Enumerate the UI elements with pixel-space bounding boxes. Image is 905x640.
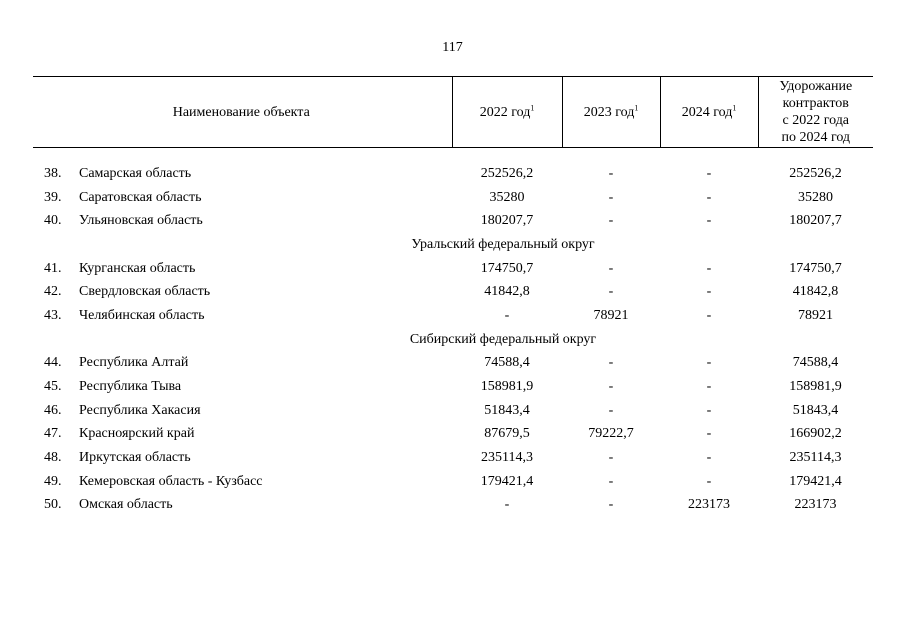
object-name: Свердловская область bbox=[79, 284, 211, 300]
value-2022: 180207,7 bbox=[480, 213, 534, 229]
value-2023: 79222,7 bbox=[588, 426, 634, 442]
value-2022: 35280 bbox=[489, 189, 525, 205]
value-2022: 235114,3 bbox=[481, 450, 533, 466]
row-number: 40. bbox=[44, 213, 62, 229]
row-number: 42. bbox=[44, 284, 62, 300]
district-heading-row bbox=[33, 328, 873, 352]
row-number: 46. bbox=[44, 402, 62, 418]
table-row bbox=[33, 399, 873, 423]
header-2024: 2024 год$^1$ bbox=[660, 77, 758, 148]
value-2022: 158981,9 bbox=[480, 379, 534, 395]
value-total: 41842,8 bbox=[792, 284, 839, 300]
value-2023: - bbox=[608, 260, 614, 276]
row-number: 43. bbox=[44, 307, 62, 323]
value-total: 166902,2 bbox=[789, 426, 842, 442]
value-2023: - bbox=[608, 189, 614, 205]
value-2024: - bbox=[706, 379, 712, 395]
table-row bbox=[33, 257, 873, 281]
table-row bbox=[33, 352, 873, 376]
district-heading: Уральский федеральный округ bbox=[411, 236, 595, 252]
object-name: Иркутская область bbox=[79, 450, 191, 466]
table-row bbox=[33, 494, 873, 518]
table-row bbox=[33, 162, 873, 186]
object-name: Республика Хакасия bbox=[79, 402, 201, 418]
object-name: Омская область bbox=[79, 497, 173, 513]
header-total-line: Удорожание bbox=[779, 79, 853, 94]
header-2023: 2023 год$^1$ bbox=[562, 77, 660, 148]
value-2024: - bbox=[706, 426, 712, 442]
value-total: 235114,3 bbox=[789, 450, 842, 466]
header-total-line: с 2022 года bbox=[782, 113, 850, 128]
value-2024: - bbox=[706, 284, 712, 300]
value-2023: - bbox=[608, 284, 614, 300]
header-2022: 2022 год$^1$ bbox=[452, 77, 562, 148]
value-2022: 174750,7 bbox=[480, 260, 534, 276]
table-row bbox=[33, 375, 873, 399]
value-2024: - bbox=[706, 450, 712, 466]
district-heading-row bbox=[33, 233, 873, 257]
row-number: 38. bbox=[44, 165, 62, 181]
value-2023: - bbox=[608, 402, 614, 418]
object-name: Самарская область bbox=[79, 165, 192, 181]
row-number: 49. bbox=[44, 473, 62, 489]
row-number: 39. bbox=[44, 189, 62, 205]
value-total: 179421,4 bbox=[789, 473, 842, 489]
value-2024: - bbox=[706, 260, 712, 276]
row-number: 48. bbox=[44, 450, 62, 466]
value-total: 51843,4 bbox=[792, 402, 839, 418]
footnote-mark: 1 bbox=[732, 102, 737, 112]
header-total-line: контрактов bbox=[782, 96, 849, 111]
district-heading: Сибирский федеральный округ bbox=[409, 331, 597, 347]
value-2024: - bbox=[706, 165, 712, 181]
value-2024: - bbox=[706, 189, 712, 205]
object-name: Курганская область bbox=[79, 260, 196, 276]
value-2023: - bbox=[608, 355, 614, 371]
value-2024: 223173 bbox=[688, 497, 731, 513]
table-row bbox=[33, 280, 873, 304]
value-2022: - bbox=[504, 307, 510, 323]
cost-table bbox=[33, 76, 873, 517]
value-2023: - bbox=[608, 473, 614, 489]
object-name: Кемеровская область - Кузбасс bbox=[79, 473, 263, 489]
value-total: 174750,7 bbox=[789, 260, 842, 276]
value-2023: - bbox=[608, 379, 614, 395]
value-2022: 252526,2 bbox=[480, 165, 534, 181]
page-number: 117 bbox=[442, 40, 463, 55]
value-2024: - bbox=[706, 402, 712, 418]
row-number: 50. bbox=[44, 497, 62, 513]
row-number: 44. bbox=[44, 355, 62, 371]
value-2023: - bbox=[608, 213, 614, 229]
value-2022: 87679,5 bbox=[484, 426, 530, 442]
row-number: 41. bbox=[44, 260, 62, 276]
value-2024: - bbox=[706, 307, 712, 323]
value-total: 74588,4 bbox=[792, 355, 839, 371]
table-header bbox=[33, 77, 873, 148]
object-name: Красноярский край bbox=[79, 426, 195, 442]
object-name: Челябинская область bbox=[79, 307, 205, 323]
data-table-container bbox=[33, 76, 873, 517]
object-name: Республика Алтай bbox=[79, 355, 189, 371]
header-total-increase bbox=[758, 77, 873, 148]
value-2023: 78921 bbox=[593, 307, 629, 323]
value-2022: 74588,4 bbox=[484, 355, 530, 371]
value-2022: - bbox=[504, 497, 510, 513]
row-number: 47. bbox=[44, 426, 62, 442]
value-total: 78921 bbox=[798, 307, 834, 323]
object-name: Ульяновская область bbox=[79, 213, 203, 229]
value-2024: - bbox=[706, 473, 712, 489]
row-number: 45. bbox=[44, 379, 62, 395]
value-2023: - bbox=[608, 450, 614, 466]
table-row bbox=[33, 446, 873, 470]
table-row bbox=[33, 209, 873, 233]
value-2022: 179421,4 bbox=[480, 473, 534, 489]
value-2022: 41842,8 bbox=[484, 284, 530, 300]
value-2024: - bbox=[706, 355, 712, 371]
value-total: 180207,7 bbox=[789, 213, 842, 229]
value-2023: - bbox=[608, 497, 614, 513]
value-total: 158981,9 bbox=[789, 379, 842, 395]
table-row bbox=[33, 470, 873, 494]
footnote-mark: 1 bbox=[634, 102, 639, 112]
header-spacer bbox=[33, 148, 873, 163]
table-row bbox=[33, 186, 873, 210]
value-2022: 51843,4 bbox=[484, 402, 530, 418]
value-2024: - bbox=[706, 213, 712, 229]
object-name: Саратовская область bbox=[79, 189, 202, 205]
value-total: 223173 bbox=[794, 497, 837, 513]
table-row bbox=[33, 423, 873, 447]
table-body bbox=[33, 148, 873, 518]
value-total: 252526,2 bbox=[789, 165, 842, 181]
value-total: 35280 bbox=[798, 189, 834, 205]
value-2023: - bbox=[608, 165, 614, 181]
table-row bbox=[33, 304, 873, 328]
header-total-line: по 2024 год bbox=[781, 130, 851, 145]
object-name: Республика Тыва bbox=[79, 379, 182, 395]
header-object-name: Наименование объекта bbox=[33, 77, 452, 148]
footnote-mark: 1 bbox=[530, 102, 535, 112]
